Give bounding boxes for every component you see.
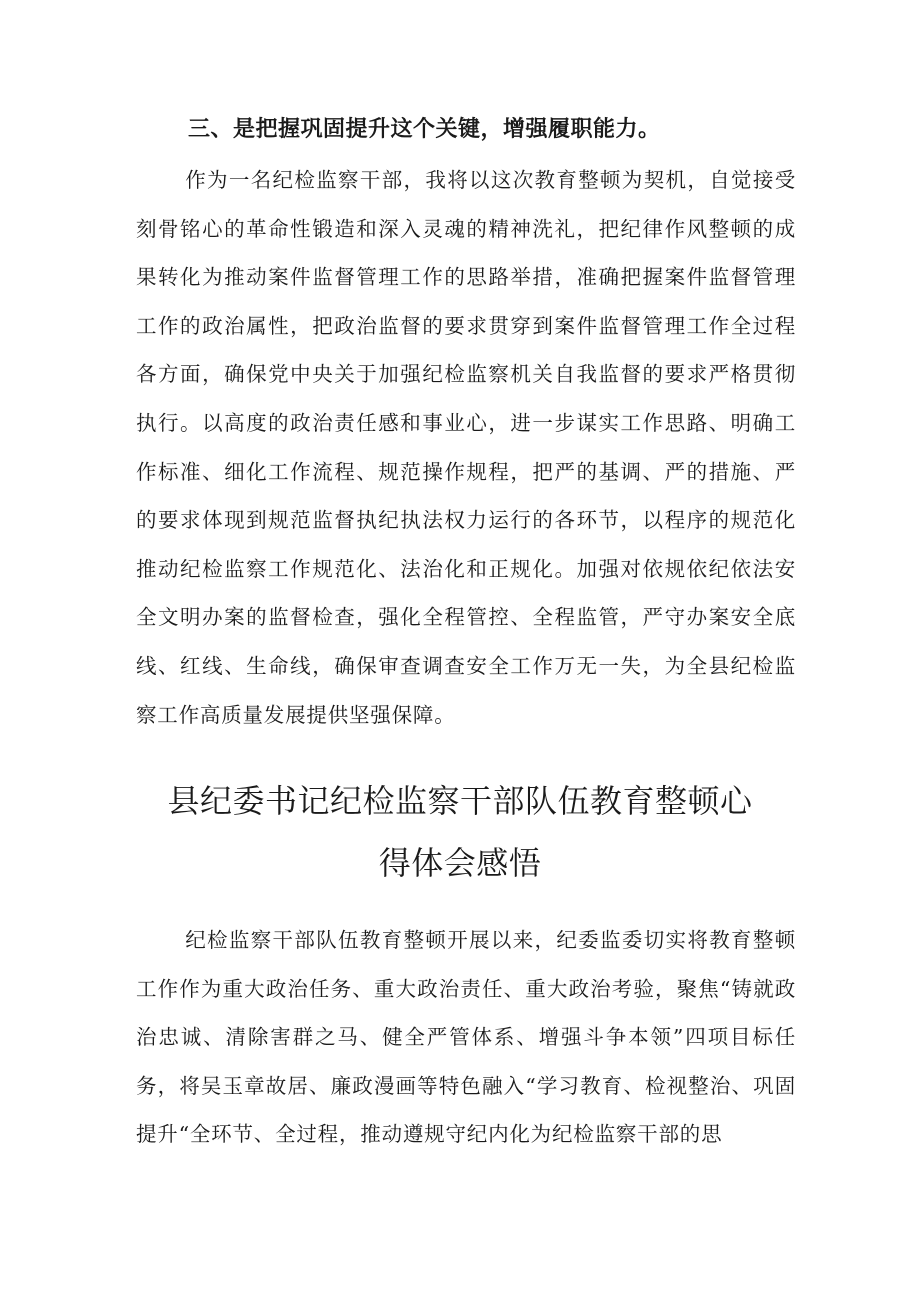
article-title	[100, 770, 820, 894]
section-paragraph: 作为一名纪检监察干部，我将以这次教育整顿为契机，自觉接受刻骨铭心的革命性锻造和深入灵魂的精神洗礼，把纪律作风整顿的成果转化为推动案件监督管理工作的思路举措，准确把握案件监督管理工作的政治属性，把政治监督的要求贯穿到案件监督管理工作全过程各方面，确保党中央关于加强纪检监察机关自我监督的要求严格贯彻执行。以高度的政治责任感和事业心，进一步谋实工作思路、明确工作标准、细化工作流程、规范操作规程，把严的基调、严的措施、严的要求体现到规范监督执纪执法权力运行的各环节，以程序的规范化推动纪检监察工作规范化、法治化和正规化。加强对依规依纪依法安全文明办案的监督检查，强化全程管控、全程监管，严守办案安全底线、红线、生命线，确保审查调查安全工作万无一失，为全县纪检监察工作高质量发展提供坚强保障。	[136, 168, 796, 727]
section-heading: 三、是把握巩固提升这个关键，增强履职能力。	[188, 117, 661, 142]
article-paragraph: 纪检监察干部队伍教育整顿开展以来，纪委监委切实将教育整顿工作作为重大政治任务、重大政治责任、重大政治考验，聚焦“铸就政治忠诚、清除害群之马、健全严管体系、增强斗争本领”四项目标任务，将吴玉章故居、廉政漫画等特色融入“学习教育、检视整治、巩固提升“全环节、全过程，推动遵规守纪内化为纪检监察干部的思	[136, 928, 796, 1147]
article-title-line-1: 县纪委书记纪检监察干部队伍教育整顿心	[167, 782, 753, 820]
article-title-line-2: 得体会感悟	[378, 844, 542, 882]
